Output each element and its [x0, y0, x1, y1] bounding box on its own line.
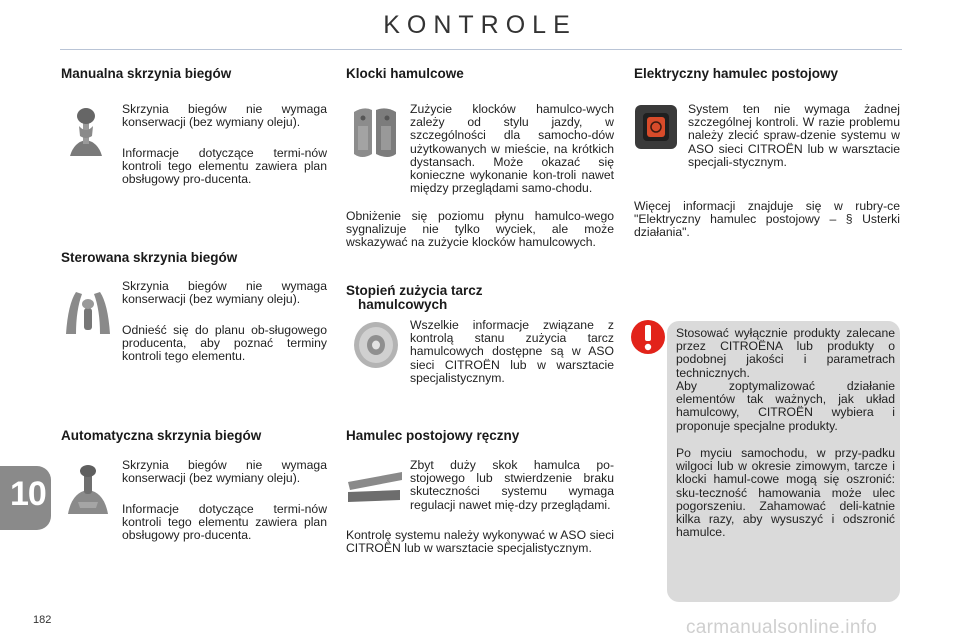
manual-gearbox-text-1: Skrzynia biegów nie wymaga konserwacji (bez wymiany oleju). — [122, 102, 327, 130]
title-divider — [60, 49, 902, 50]
exclamation-icon — [630, 319, 666, 355]
brake-discs-heading-line1: Stopień zużycia tarcz — [346, 283, 483, 298]
brake-pads-text-1: Zużycie klocków hamulco-wych zależy od stylu jazdy, w szczególności dla samocho-dów użytkowanych w mieście, na krótkich dystansach. Może okazać się konieczne wykonanie kon-troli nawet między przeglądami samo-chodu. — [410, 102, 614, 196]
watermark: carmanualsonline.info — [686, 617, 878, 638]
page-number: 182 — [33, 614, 52, 626]
gear-lever-icon — [64, 104, 108, 162]
electric-parking-brake-text-2: Więcej informacji znajduje się w rubry-ce "Elektryczny hamulec postojowy – § Usterki działania". — [634, 199, 900, 240]
page-title: KONTROLE — [383, 11, 577, 39]
handbrake-text-1: Zbyt duży skok hamulca po-stojowego lub stwierdzenie braku skuteczności systemu wymaga regulacji nawet mię-dzy przeglądami. — [410, 458, 614, 512]
manual-gearbox-heading: Manualna skrzynia biegów — [61, 66, 232, 81]
electric-parking-brake-heading: Elektryczny hamulec postojowy — [634, 66, 839, 81]
brake-pads-icon — [350, 104, 400, 162]
controlled-gearbox-text-2: Odnieść się do planu ob-sługowego producenta, aby poznać terminy kontroli tego elementu. — [122, 323, 327, 364]
manual-gearbox-text-2: Informacje dotyczące termi-nów kontroli tego elementu zawiera plan obsługowy pro-ducenta. — [122, 146, 327, 187]
automatic-selector-icon — [64, 462, 112, 518]
brake-pads-text-1a — [410, 103, 614, 195]
controlled-gearbox-heading: Sterowana skrzynia biegów — [61, 250, 238, 265]
electric-parking-brake-text-1 — [688, 103, 900, 169]
controlled-gearbox-text-1: Skrzynia biegów nie wymaga konserwacji (bez wymiany oleju). — [122, 279, 327, 307]
brake-pads-heading: Klocki hamulcowe — [346, 66, 464, 81]
brake-fluid-text: Obniżenie się poziomu płynu hamulco-wego sygnalizuje nie tylko wyciek, ale może wskazywać na zużycie klocków hamulcowych. — [346, 209, 614, 250]
brake-discs-heading-line2: hamulcowych — [358, 297, 448, 312]
chapter-number: 10 — [10, 475, 46, 513]
brake-discs-text: Wszelkie informacje związane z kontrolą stanu zużycia tarcz hamulcowych dostępne są w ASO sieci CITROËN lub w warsztacie specjalistycznym. — [410, 318, 614, 385]
electric-parking-brake-switch-icon — [634, 104, 678, 150]
automatic-gearbox-text-1: Skrzynia biegów nie wymaga konserwacji (bez wymiany oleju). — [122, 458, 327, 486]
warning-text-3: Po myciu samochodu, w przy-padku wilgoci lub w okresie zimowym, tarcze i klocki hamul-cowe mogą się oszronić: sku-teczność hamowania może ulec pogorszeniu. Zahamować deli-katnie kilka razy, aby wysuszyć i odszronić hamulce. — [676, 446, 895, 540]
handbrake-heading: Hamulec postojowy ręczny — [346, 428, 520, 443]
brake-disc-icon — [352, 320, 400, 370]
warning-text-2: Aby zoptymalizować działanie elementów tak ważnych, jak układ hamulcowy, CITROËN wybiera i proponuje specjalne produkty. — [676, 379, 895, 433]
automatic-gearbox-heading: Automatyczna skrzynia biegów — [61, 428, 262, 443]
warning-text-1: Stosować wyłącznie produkty zalecane przez CITROËNA lub produkty o podobnej jakości i parametrach technicznych. — [676, 326, 895, 380]
paddle-selector-icon — [62, 284, 114, 340]
handbrake-lever-icon — [346, 470, 404, 504]
automatic-gearbox-text-2: Informacje dotyczące termi-nów kontroli tego elementu zawiera plan obsługowy pro-ducenta. — [122, 502, 327, 543]
electric-parking-brake-text-1-content: System ten nie wymaga żadnej szczególnej kontroli. W razie problemu należy zlecić spraw-dzenie systemu w ASO sieci CITROËN lub w warsztacie specjali-stycznym. — [688, 102, 900, 169]
handbrake-text-2: Kontrolę systemu należy wykonywać w ASO sieci CITROËN lub w warsztacie specjalistycznym. — [346, 528, 614, 556]
